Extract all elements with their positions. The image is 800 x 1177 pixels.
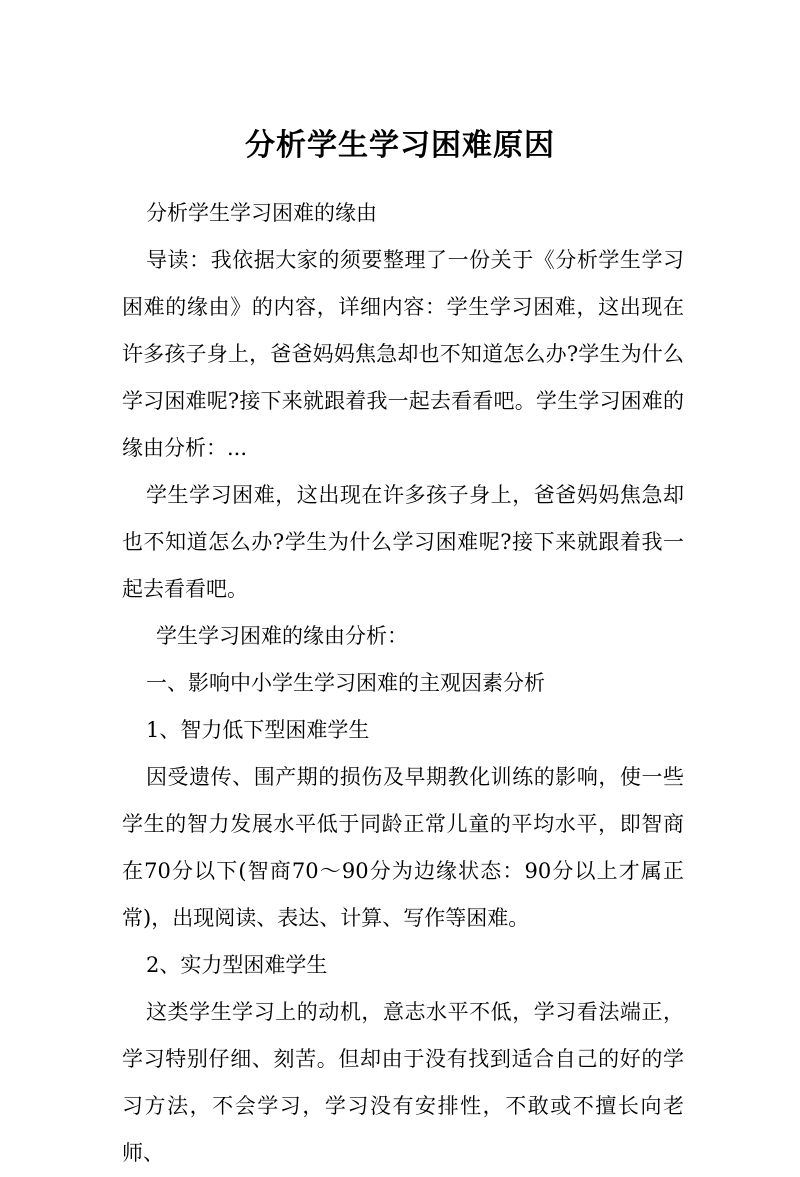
document-body [122,190,684,1177]
paragraph-ability: 这类学生学习上的动机，意志水平不低，学习看法端正，学习特别仔细、刻苦。但却由于没有找到适合自己的好的学习方法，不会学习，学习没有安排性，不敢或不擅长向老师、 [122,1000,684,1165]
section-heading-1: 一、影响中小学生学习困难的主观因素分析 [146,671,545,695]
paragraph-intro: 导读：我依据大家的须要整理了一份关于《分析学生学习困难的缘由》的内容，详细内容：学生学习困难，这出现在许多孩子身上，爸爸妈妈焦急却也不知道怎么办?学生为什么学习困难呢?接下来就跟着我一起去看看吧。学生学习困难的缘由分析：... [122,248,684,460]
paragraph-analysis-heading: 学生学习困难的缘由分析： [156,624,408,648]
paragraph-summary: 学生学习困难，这出现在许多孩子身上，爸爸妈妈焦急却也不知道怎么办?学生为什么学习困难呢?接下来就跟着我一起去看看吧。 [122,483,684,601]
document-title: 分析学生学习困难原因 [245,128,555,163]
subsection-heading-2: 2、实力型困难学生 [146,953,328,977]
paragraph-heading: 分析学生学习困难的缘由 [146,201,377,225]
paragraph-intellect: 因受遗传、围产期的损伤及早期教化训练的影响，使一些学生的智力发展水平低于同龄正常儿童的平均水平，即智商在70分以下(智商70～90分为边缘状态：90分以上才属正常)，出现阅读、表达、计算、写作等困难。 [122,765,684,930]
subsection-heading-1: 1、智力低下型困难学生 [146,718,370,742]
